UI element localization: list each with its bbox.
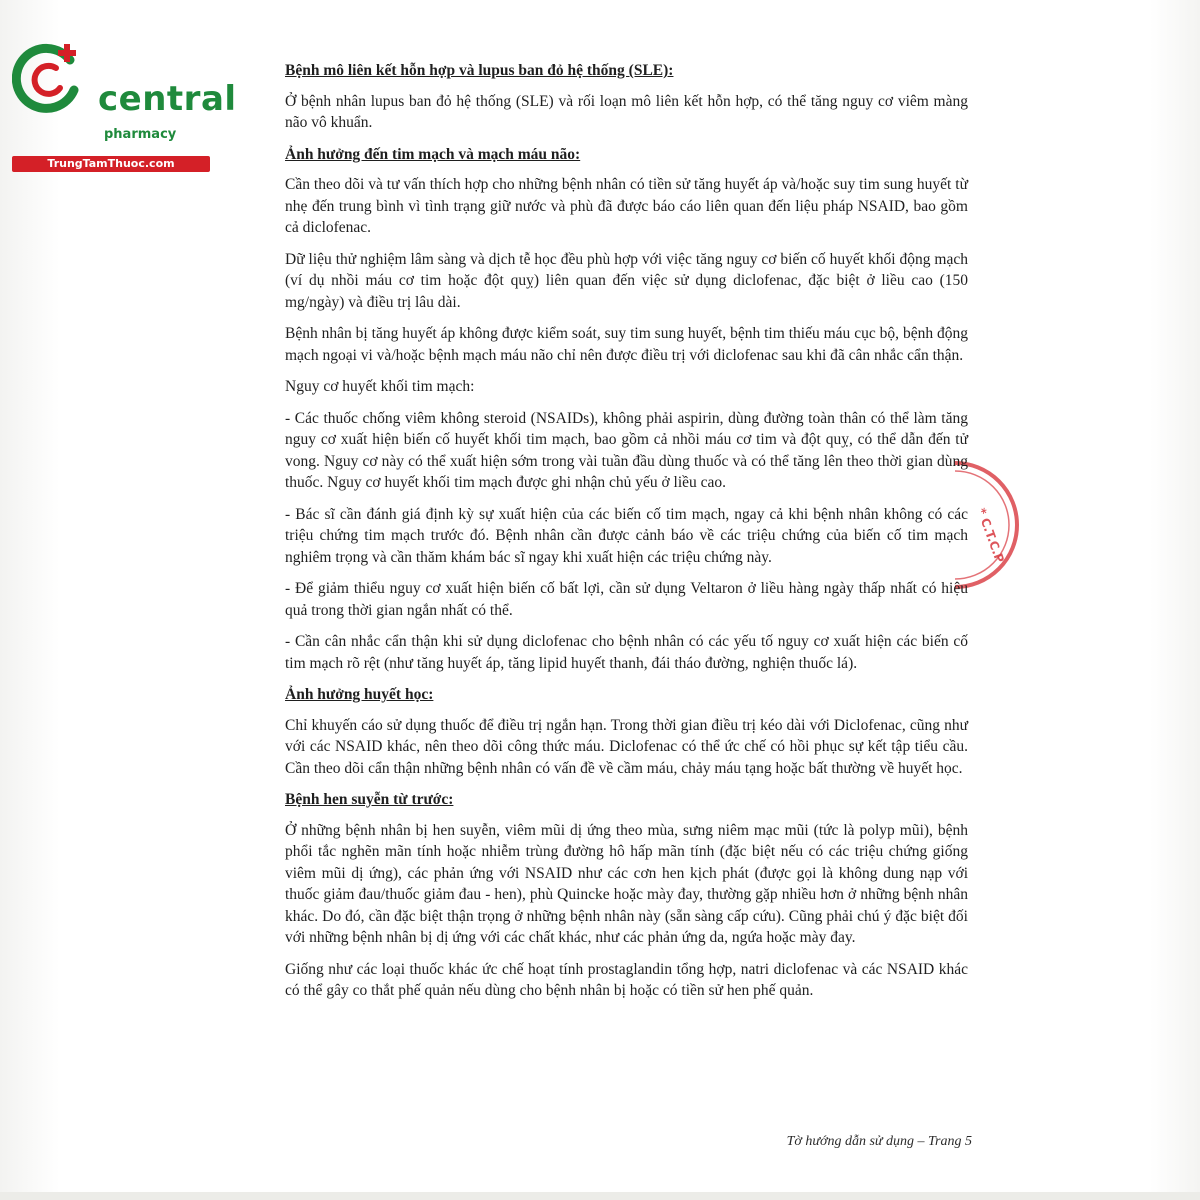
paragraph: - Để giảm thiểu nguy cơ xuất hiện biến cố bất lợi, cần sử dụng Veltaron ở liều hàng ngày thấp nhất có hiệu quả trong thời gian ngắn nhất có thể. bbox=[285, 580, 968, 619]
section-heading: Ảnh hưởng đến tim mạch và mạch máu não: bbox=[285, 145, 581, 163]
paragraph: Giống như các loại thuốc khác ức chế hoạt tính prostaglandin tổng hợp, natri diclofenac và các NSAID khác có thể gây co thắt phế quản nếu dùng cho bệnh nhân bị hoặc có tiền sử hen phế quản. bbox=[285, 960, 968, 999]
section-heading: Bệnh hen suyễn từ trước: bbox=[285, 791, 454, 808]
paragraph: Ở những bệnh nhân bị hen suyễn, viêm mũi dị ứng theo mùa, sưng niêm mạc mũi (tức là polyp mũi), bệnh phổi tắc nghẽn mãn tính hoặc nhiễm trùng đường hô hấp mãn tính (đặc biệt nếu có các triệu chứng giống viêm mũi dị ứng), các phản ứng với NSAID như các cơn hen kịch phát (được gọi là không dung nạp với thuốc giảm đau/thuốc giảm đau - hen), phù Quincke hoặc mày đay, thường gặp nhiều hơn ở những bệnh nhân khác. Do đó, cần đặc biệt thận trọng ở những bệnh nhân này (sẵn sàng cấp cứu). Cũng phải chú ý đặc biệt đối với những bệnh nhân bị dị ứng với các chất khác, như các phản ứng da, ngứa hoặc mày đay. bbox=[285, 821, 968, 946]
document-body bbox=[285, 60, 968, 1012]
paragraph: Chỉ khuyến cáo sử dụng thuốc để điều trị ngắn hạn. Trong thời gian điều trị kéo dài với Diclofenac, cũng như với các NSAID khác, nên theo dõi công thức máu. Diclofenac có thể ức chế có hồi phục sự kết tập tiểu cầu. Cần theo dõi cẩn thận những bệnh nhân có vấn đề về cầm máu, chảy máu tạng hoặc bất thường về huyết học. bbox=[285, 716, 968, 777]
paragraph: Ở bệnh nhân lupus ban đỏ hệ thống (SLE) và rối loạn mô liên kết hỗn hợp, có thể tăng nguy cơ viêm màng não vô khuẩn. bbox=[285, 92, 968, 131]
section-hematology bbox=[285, 684, 968, 779]
section-sle bbox=[285, 60, 968, 134]
logo-sub-text: pharmacy bbox=[104, 127, 177, 142]
logo-url-banner[interactable]: TrungTamThuoc.com bbox=[12, 156, 210, 172]
paragraph: Cần theo dõi và tư vấn thích hợp cho những bệnh nhân có tiền sử tăng huyết áp và/hoặc suy tim sung huyết từ nhẹ đến trung bình vì tình trạng giữ nước và phù đã được báo cáo liên quan đến liệu pháp NSAID, bao gồm cả diclofenac. bbox=[285, 176, 968, 236]
page-bottom-edge bbox=[0, 1192, 1200, 1200]
page-footer: Tờ hướng dẫn sử dụng – Trang 5 bbox=[786, 1134, 972, 1149]
paragraph: - Bác sĩ cần đánh giá định kỳ sự xuất hiện của các biến cố tim mạch, ngay cả khi bệnh nhân không có các triệu chứng tim mạch trước đó. Bệnh nhân cần được cảnh báo về các triệu chứng của biến cố tim mạch nghiêm trọng và cần thăm khám bác sĩ ngay khi xuất hiện các triệu chứng này. bbox=[285, 505, 968, 566]
section-heading: Ảnh hưởng huyết học: bbox=[285, 686, 434, 703]
central-pharmacy-logo[interactable] bbox=[12, 38, 237, 170]
section-asthma bbox=[285, 789, 968, 1002]
logo-mark-icon bbox=[12, 38, 92, 118]
paragraph: - Cần cân nhắc cẩn thận khi sử dụng diclofenac cho bệnh nhân có các yếu tố nguy cơ xuất hiện các biến cố tim mạch rõ rệt (như tăng huyết áp, tăng lipid huyết thanh, đái tháo đường, nghiện thuốc lá). bbox=[285, 633, 968, 672]
stamp-text: * C.T.C.P bbox=[974, 506, 1007, 565]
section-heading: Bệnh mô liên kết hỗn hợp và lupus ban đỏ hệ thống (SLE): bbox=[285, 62, 674, 79]
paragraph: Dữ liệu thử nghiệm lâm sàng và dịch tễ học đều phù hợp với việc tăng nguy cơ biến cố huyết khối động mạch (ví dụ nhồi máu cơ tim hoặc đột quỵ) liên quan đến việc sử dụng diclofenac, đặc biệt ở liều cao (150 mg/ngày) và điều trị lâu dài. bbox=[285, 250, 968, 311]
paragraph: Bệnh nhân bị tăng huyết áp không được kiểm soát, suy tim sung huyết, bệnh tim thiếu máu cục bộ, bệnh động mạch ngoại vi và/hoặc bệnh mạch máu não chỉ nên được điều trị với diclofenac sau khi đã cân nhắc cẩn thận. bbox=[285, 325, 968, 364]
paragraph: - Các thuốc chống viêm không steroid (NSAIDs), không phải aspirin, dùng đường toàn thân có thể làm tăng nguy cơ xuất hiện biến cố huyết khối tim mạch, bao gồm cả nhồi máu cơ tim và đột quỵ, có thể dẫn đến tử vong. Nguy cơ này có thể xuất hiện sớm trong vài tuần đầu dùng thuốc và có thể tăng lên theo thời gian dùng thuốc. Nguy cơ huyết khối tim mạch được ghi nhận chủ yếu ở liều cao. bbox=[285, 409, 968, 491]
paragraph: Nguy cơ huyết khối tim mạch: bbox=[285, 378, 475, 395]
logo-brand-text: central bbox=[98, 79, 237, 119]
section-cardiovascular bbox=[285, 144, 968, 675]
